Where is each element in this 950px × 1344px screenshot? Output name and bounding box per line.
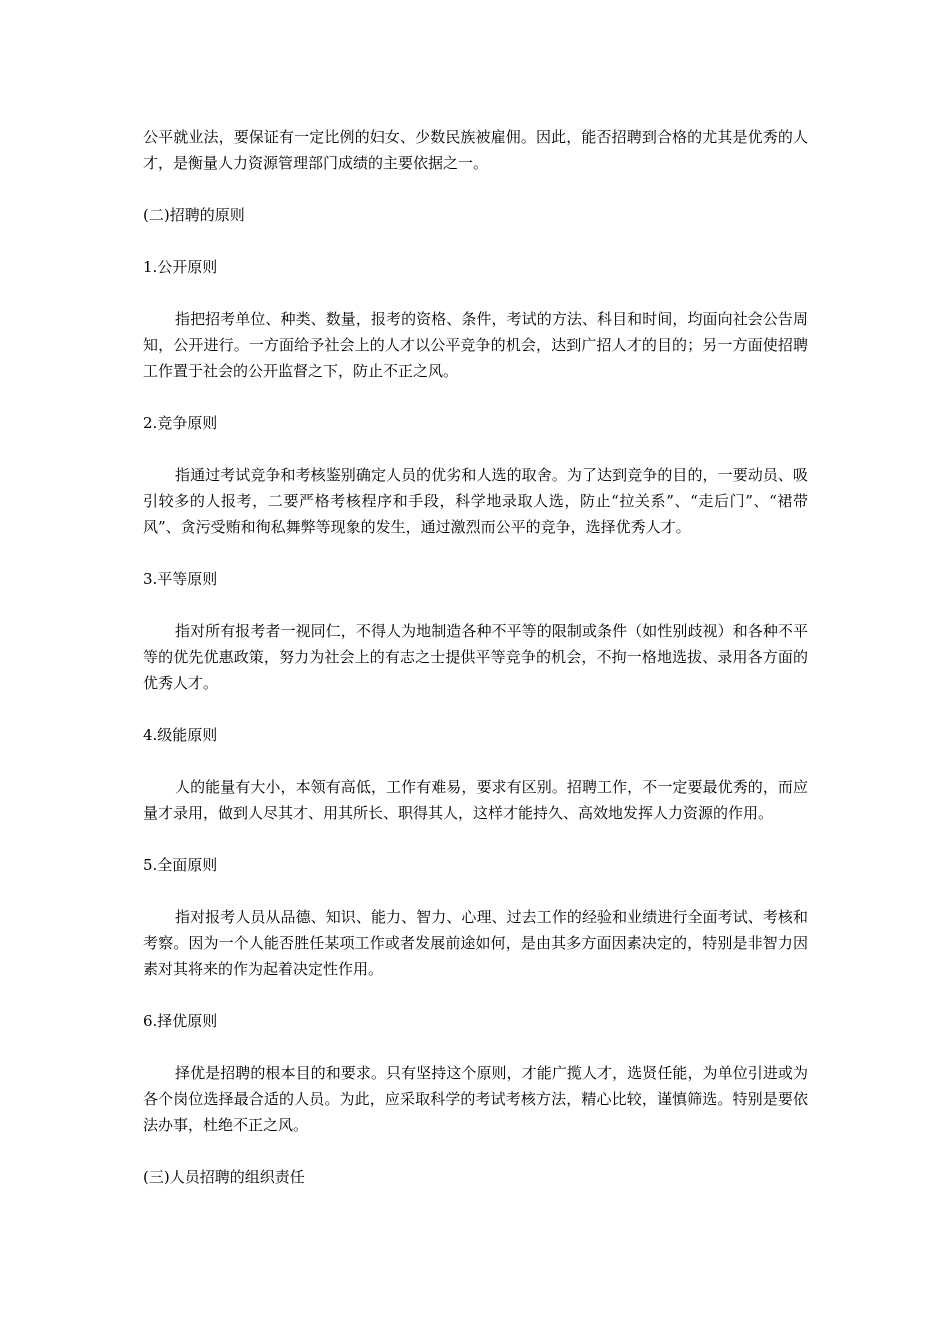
section-heading-organizational-responsibility: (三)人员招聘的组织责任 [143,1168,305,1186]
principle-body-openness: 指把招考单位、种类、数量，报考的资格、条件，考试的方法、科目和时间，均面向社会公告周知，公开进行。一方面给予社会上的人才以公平竞争的机会，达到广招人才的目的；另一方面使招聘工作置于社会的公开监督之下，防止不正之风。 [143,310,808,380]
principle-body-merit: 择优是招聘的根本目的和要求。只有坚持这个原则，才能广揽人才，选贤任能，为单位引进或为各个岗位选择最合适的人员。为此，应采取科学的考试考核方法，精心比较，谨慎筛选。特别是要依法办事，杜绝不正之风。 [143,1064,808,1134]
principle-heading-merit: 6.择优原则 [143,1012,218,1030]
principle-heading-equality: 3.平等原则 [143,570,218,588]
principle-heading-comprehensive: 5.全面原则 [143,856,218,874]
intro-paragraph: 公平就业法，要保证有一定比例的妇女、少数民族被雇佣。因此，能否招聘到合格的尤其是优秀的人才，是衡量人力资源管理部门成绩的主要依据之一。 [143,128,808,172]
principle-heading-competition: 2.竞争原则 [143,414,218,432]
principle-body-level-ability: 人的能量有大小，本领有高低，工作有难易，要求有区别。招聘工作，不一定要最优秀的，而应量才录用，做到人尽其才、用其所长、职得其人，这样才能持久、高效地发挥人力资源的作用。 [143,778,808,822]
principle-body-competition: 指通过考试竞争和考核鉴别确定人员的优劣和人选的取舍。为了达到竞争的目的，一要动员、吸引较多的人报考，二要严格考核程序和手段，科学地录取人选，防止“拉关系”、“走后门”、“裙带风”、贪污受贿和徇私舞弊等现象的发生，通过激烈而公平的竞争，选择优秀人才。 [143,466,808,536]
principle-heading-level-ability: 4.级能原则 [143,726,218,744]
principle-heading-openness: 1.公开原则 [143,258,218,276]
principle-body-comprehensive: 指对报考人员从品德、知识、能力、智力、心理、过去工作的经验和业绩进行全面考试、考核和考察。因为一个人能否胜任某项工作或者发展前途如何，是由其多方面因素决定的，特别是非智力因素对其将来的作为起着决定性作用。 [143,908,808,978]
document-page [143,124,808,1190]
section-heading-recruitment-principles: (二)招聘的原则 [143,206,245,224]
principle-body-equality: 指对所有报考者一视同仁，不得人为地制造各种不平等的限制或条件（如性别歧视）和各种不平等的优先优惠政策，努力为社会上的有志之士提供平等竞争的机会，不拘一格地选拔、录用各方面的优秀人才。 [143,622,808,692]
